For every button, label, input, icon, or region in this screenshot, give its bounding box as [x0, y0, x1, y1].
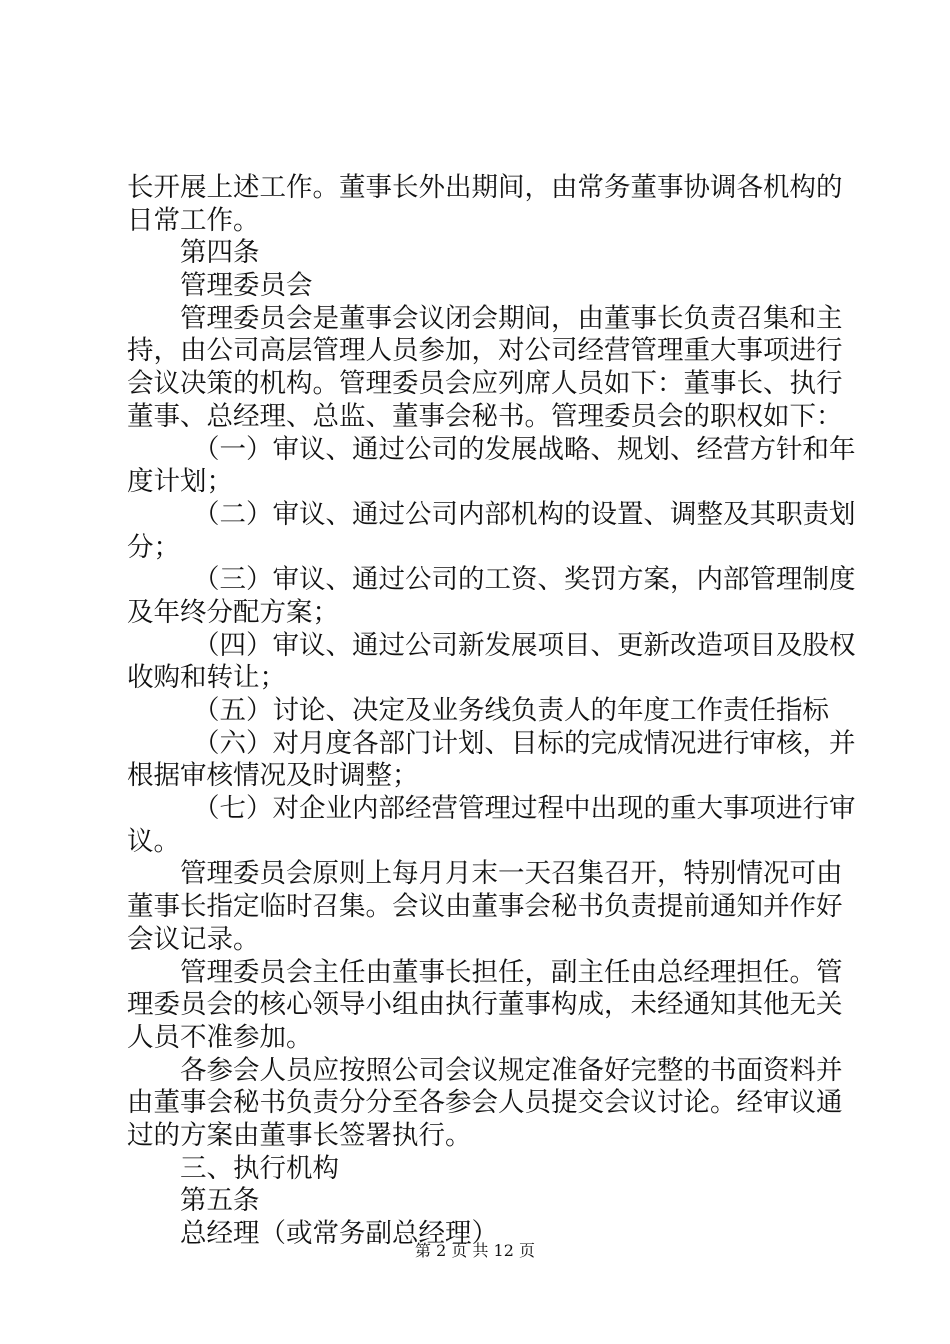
list-item-line: （四）审议、通过公司新发展项目、更新改造项目及股权 [193, 629, 856, 661]
list-item-line: 议。 [127, 825, 180, 857]
paragraph-line: 日常工作。 [127, 204, 260, 236]
list-item-line: （五）讨论、决定及业务线负责人的年度工作责任指标 [193, 695, 829, 726]
list-item-line: 度计划； [127, 466, 233, 498]
document-body [127, 172, 856, 1251]
section-heading: 管理委员会 [180, 270, 313, 302]
paragraph-line: 理委员会的核心领导小组由执行董事构成，未经通知其他无关 [127, 989, 843, 1021]
paragraph-line: 管理委员会是董事会议闭会期间，由董事长负责召集和主 [180, 302, 843, 334]
paragraph-line: 各参会人员应按照公司会议规定准备好完整的书面资料并 [180, 1054, 843, 1086]
list-item-line: （三）审议、通过公司的工资、奖罚方案，内部管理制度 [193, 564, 856, 596]
paragraph-line: 持，由公司高层管理人员参加，对公司经营管理重大事项进行 [127, 335, 843, 367]
list-item-line: （二）审议、通过公司内部机构的设置、调整及其职责划 [193, 498, 856, 530]
paragraph-line: 管理委员会原则上每月月末一天召集召开，特别情况可由 [180, 858, 843, 890]
paragraph-line: 长开展上述工作。董事长外出期间，由常务董事协调各机构的 [127, 172, 843, 203]
list-item-line: （一）审议、通过公司的发展战略、规划、经营方针和年 [193, 433, 856, 465]
list-item-line: 根据审核情况及时调整； [127, 760, 419, 792]
paragraph-line: 管理委员会主任由董事长担任，副主任由总经理担任。管 [180, 956, 843, 988]
paragraph-line: 会议记录。 [127, 923, 260, 955]
article-heading: 第五条 [180, 1185, 260, 1217]
page-number-footer: 第 2 页 共 12 页 [415, 1241, 535, 1260]
article-heading: 第四条 [180, 237, 260, 269]
paragraph-line: 会议决策的机构。管理委员会应列席人员如下：董事长、执行 [127, 368, 843, 400]
paragraph-line: 过的方案由董事长签署执行。 [127, 1119, 472, 1151]
section-heading: 三、执行机构 [180, 1152, 339, 1184]
paragraph-line: 人员不准参加。 [127, 1021, 313, 1053]
paragraph-line: 董事、总经理、总监、董事会秘书。管理委员会的职权如下： [127, 400, 843, 432]
paragraph-line: 董事长指定临时召集。会议由董事会秘书负责提前通知并作好 [127, 891, 843, 923]
section-heading: 总经理（或常务副总经理） [180, 1218, 498, 1249]
paragraph-line: 由董事会秘书负责分分至各参会人员提交会议讨论。经审议通 [127, 1087, 843, 1119]
list-item-line: 及年终分配方案； [127, 596, 339, 628]
list-item-line: （七）对企业内部经营管理过程中出现的重大事项进行审 [193, 793, 856, 825]
list-item-line: （六）对月度各部门计划、目标的完成情况进行审核，并 [193, 727, 856, 759]
list-item-line: 分； [127, 531, 180, 563]
list-item-line: 收购和转让； [127, 662, 286, 694]
